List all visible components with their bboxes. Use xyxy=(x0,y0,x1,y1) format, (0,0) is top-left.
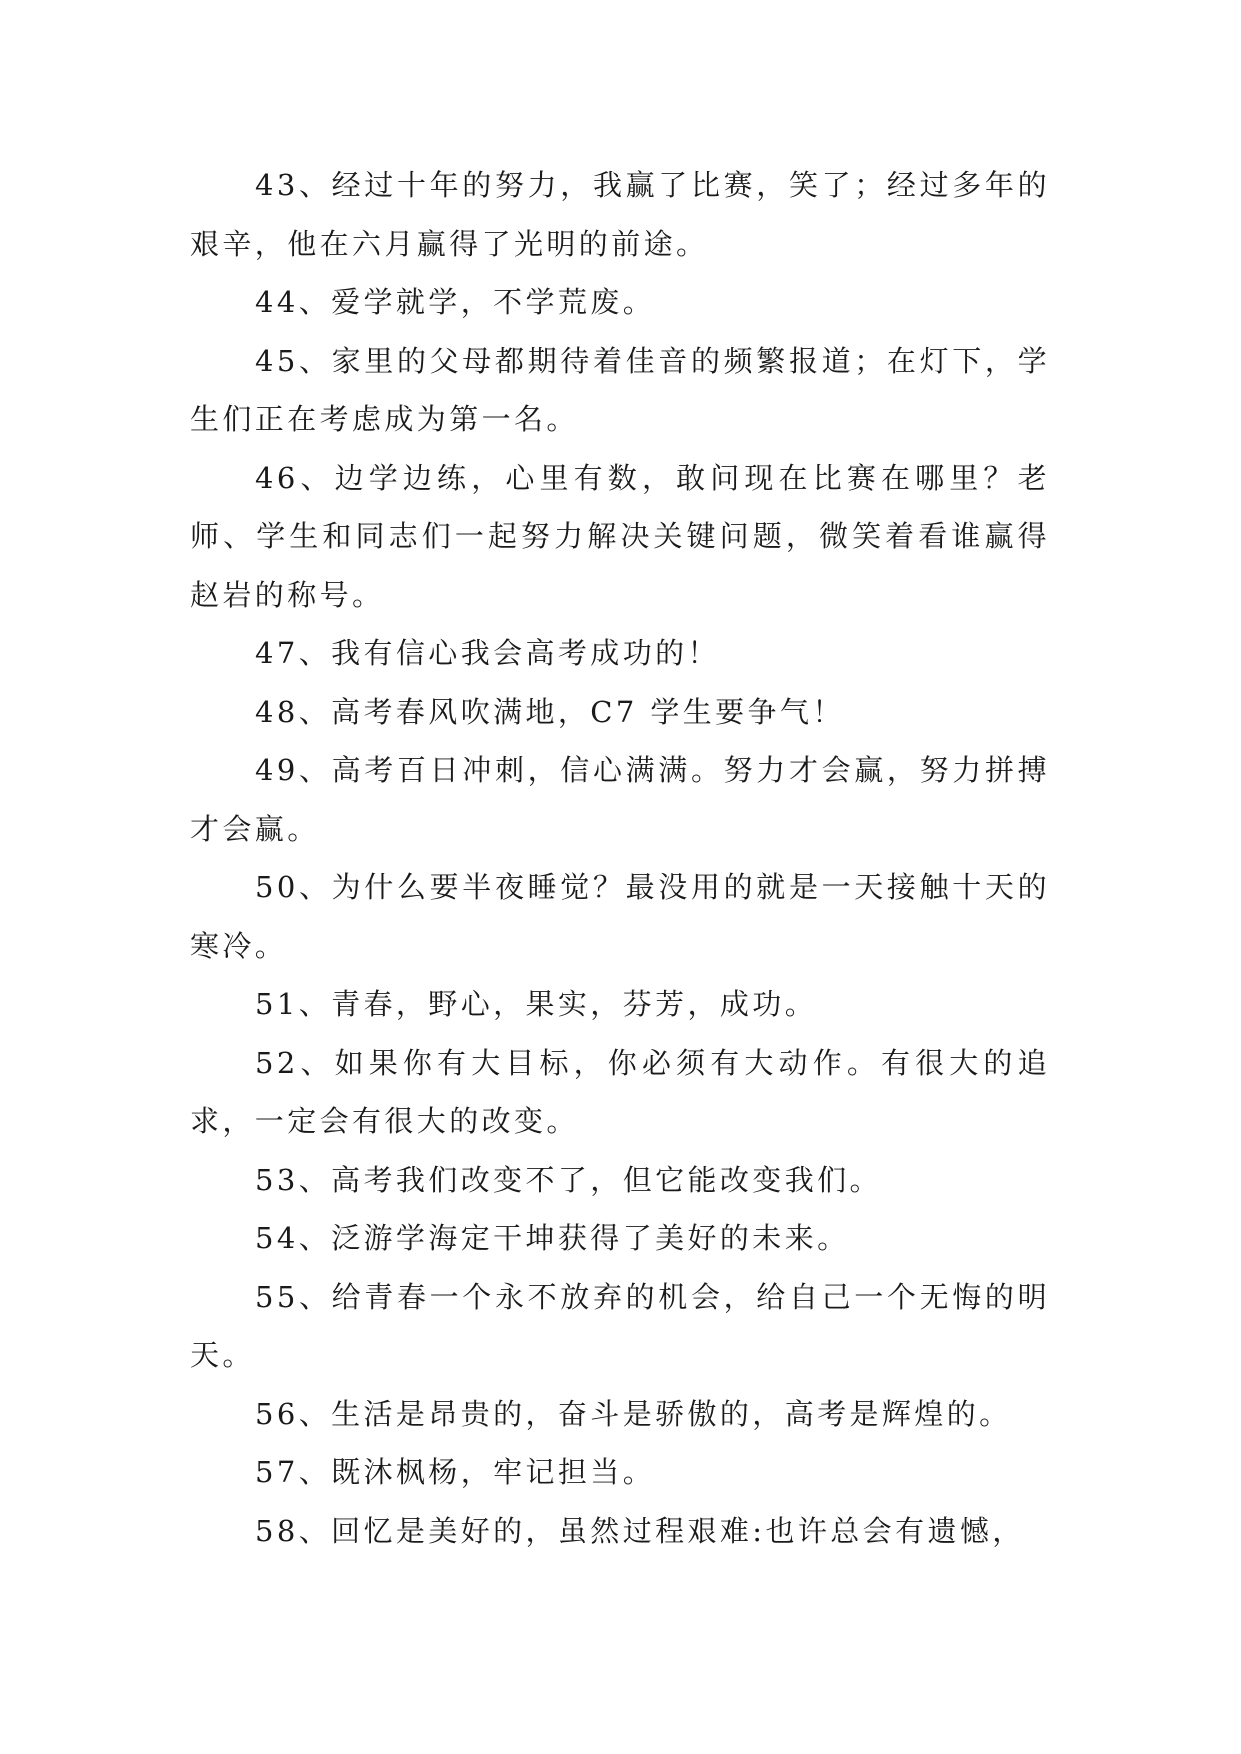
paragraph-46: 46、边学边练，心里有数，敢问现在比赛在哪里？老师、学生和同志们一起努力解决关键问题，微笑着看谁赢得赵岩的称号。 xyxy=(190,460,1050,612)
paragraph-51: 51、青春，野心，果实，芬芳，成功。 xyxy=(255,987,818,1021)
paragraph-48: 48、高考春风吹满地，C7 学生要争气！ xyxy=(255,694,845,729)
paragraph-47: 47、我有信心我会高考成功的！ xyxy=(255,636,720,670)
paragraph-44: 44、爱学就学，不学荒废。 xyxy=(255,285,656,319)
paragraph-55: 55、给青春一个永不放弃的机会，给自己一个无悔的明天。 xyxy=(190,1279,1050,1372)
paragraph-54: 54、泛游学海定干坤获得了美好的未来。 xyxy=(255,1221,850,1255)
paragraph-45: 45、家里的父母都期待着佳音的频繁报道；在灯下，学生们正在考虑成为第一名。 xyxy=(190,343,1050,436)
paragraph-57: 57、既沐枫杨，牢记担当。 xyxy=(255,1455,656,1489)
paragraph-50: 50、为什么要半夜睡觉？最没用的就是一天接触十天的寒冷。 xyxy=(190,870,1050,963)
paragraph-52: 52、如果你有大目标，你必须有大动作。有很大的追求，一定会有很大的改变。 xyxy=(190,1045,1050,1138)
paragraph-53: 53、高考我们改变不了，但它能改变我们。 xyxy=(255,1162,882,1197)
paragraph-58: 58、回忆是美好的，虽然过程艰难:也许总会有遗憾， xyxy=(255,1513,1025,1548)
paragraph-49: 49、高考百日冲刺，信心满满。努力才会赢，努力拼搏才会赢。 xyxy=(190,753,1050,846)
paragraph-56: 56、生活是昂贵的，奋斗是骄傲的，高考是辉煌的。 xyxy=(255,1396,1012,1431)
document-body xyxy=(190,156,1050,1560)
paragraph-43: 43、经过十年的努力，我赢了比赛，笑了；经过多年的艰辛，他在六月赢得了光明的前途。 xyxy=(190,168,1050,261)
